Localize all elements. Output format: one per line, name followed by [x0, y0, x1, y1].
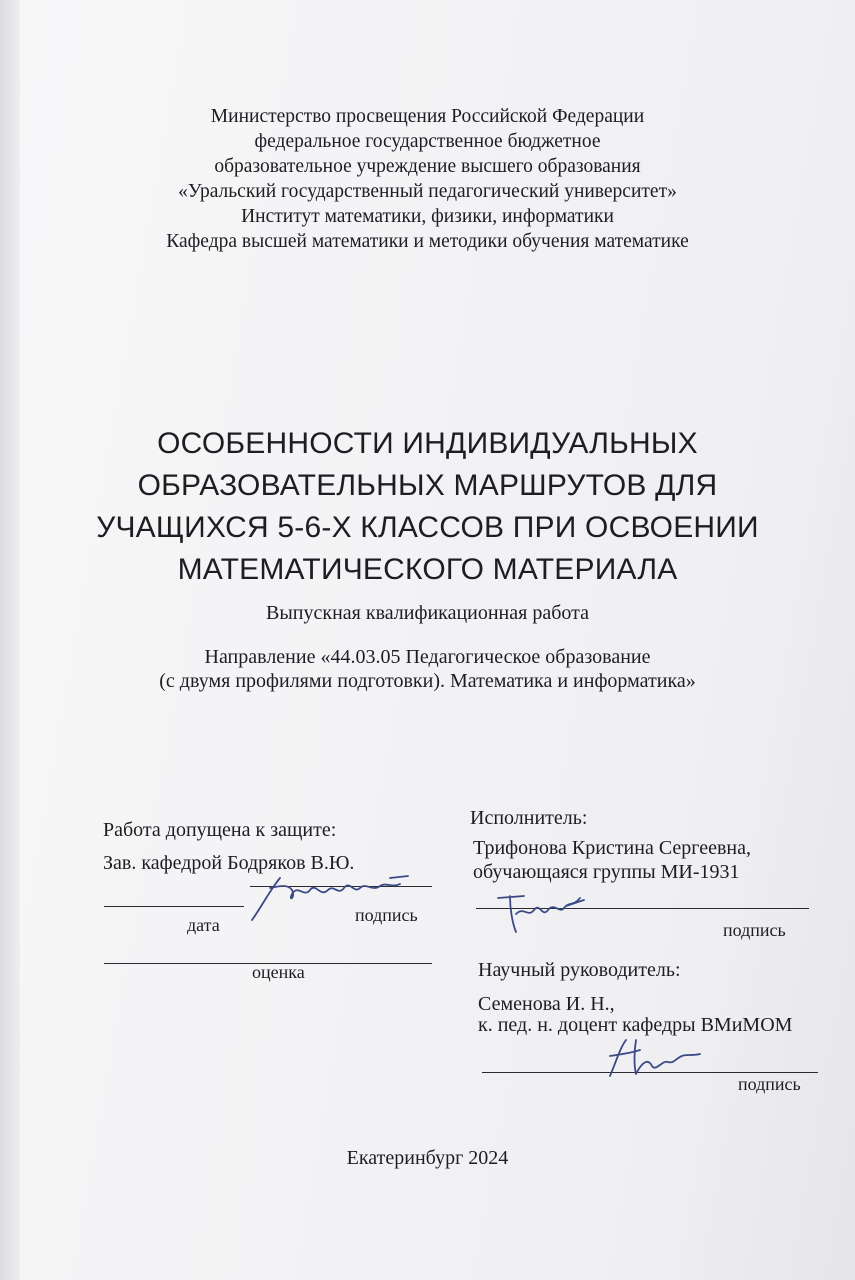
executor-group: обучающаяся группы МИ-1931	[473, 861, 740, 883]
header-department: Кафедра высшей математики и методики обучения математике	[166, 231, 689, 252]
study-direction	[0, 645, 855, 693]
supervisor-heading: Научный руководитель:	[478, 959, 681, 981]
head-signature-label: подпись	[355, 905, 418, 925]
supervisor-signature-label: подпись	[738, 1074, 801, 1094]
head-of-department: Зав. кафедрой Бодряков В.Ю.	[103, 852, 355, 874]
header-ministry: Министерство просвещения Российской Федерации	[210, 106, 645, 127]
executor-name: Трифонова Кристина Сергеевна,	[473, 837, 751, 859]
thesis-title	[0, 423, 855, 591]
direction-line-2: (с двумя профилями подготовки). Математика и информатика»	[159, 670, 696, 692]
date-line	[104, 906, 244, 907]
work-type: Выпускная квалификационная работа	[266, 602, 589, 624]
title-line-3: УЧАЩИХСЯ 5-6-Х КЛАССОВ ПРИ ОСВОЕНИИ	[96, 511, 759, 544]
grade-label: оценка	[252, 962, 305, 982]
title-line-4: МАТЕМАТИЧЕСКОГО МАТЕРИАЛА	[177, 553, 678, 586]
executor-signature-icon	[480, 884, 600, 938]
header-institute: Институт математики, физики, информатики	[241, 206, 614, 227]
direction-line-1: Направление «44.03.05 Педагогическое образование	[204, 646, 651, 668]
header-institution-type: федеральное государственное бюджетное	[254, 131, 601, 152]
date-label: дата	[187, 915, 220, 935]
city-year: Екатеринбург 2024	[346, 1147, 509, 1169]
admission-heading: Работа допущена к защите:	[103, 819, 337, 841]
header-university: «Уральский государственный педагогический университет»	[178, 181, 677, 202]
executor-heading: Исполнитель:	[470, 807, 588, 829]
supervisor-name: Семенова И. Н.,	[478, 993, 615, 1015]
supervisor-position: к. пед. н. доцент кафедры ВМиМОМ	[478, 1014, 793, 1036]
supervisor-signature-icon	[596, 1032, 716, 1082]
header-institution-level: образовательное учреждение высшего образования	[214, 156, 641, 177]
executor-signature-label: подпись	[723, 920, 786, 940]
title-line-2: ОБРАЗОВАТЕЛЬНЫХ МАРШРУТОВ ДЛЯ	[137, 469, 718, 502]
institution-header	[0, 104, 855, 254]
title-line-1: ОСОБЕННОСТИ ИНДИВИДУАЛЬНЫХ	[157, 427, 698, 460]
